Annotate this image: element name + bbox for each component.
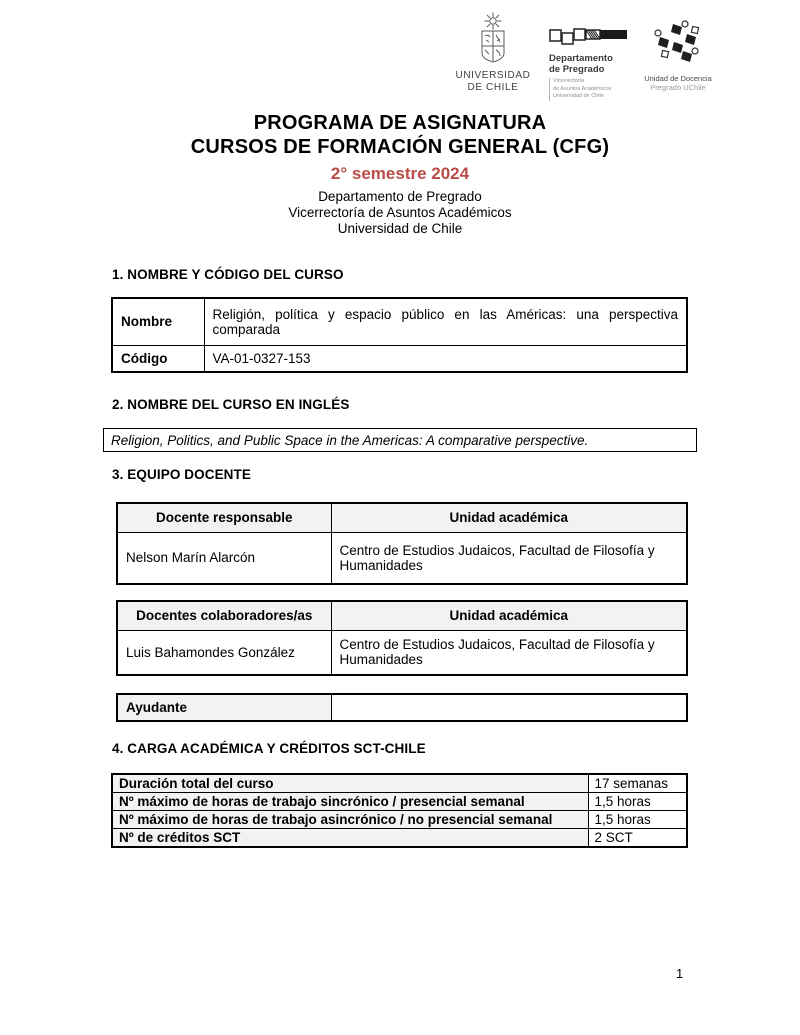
- docentes-colaboradores-header: Docentes colaboradores/as: [117, 601, 331, 630]
- table-row: [112, 829, 687, 848]
- pregrado-title-line2: de Pregrado: [549, 63, 605, 75]
- pregrado-sub-line1: Vicerrectoría: [553, 78, 585, 85]
- unidad-academica-header-2: Unidad académica: [331, 601, 687, 630]
- docentes-colaboradores-table: [116, 600, 688, 676]
- uchile-wordmark-line1: UNIVERSIDAD: [455, 70, 531, 81]
- document-title-line1: PROGRAMA DE ASIGNATURA: [253, 112, 547, 134]
- course-name-code-table: [111, 297, 688, 373]
- table-row: [112, 298, 687, 345]
- table-row: [117, 694, 687, 721]
- horas-sincronico-label: Nº máximo de horas de trabajo sincrónico / presencial semanal: [112, 793, 588, 811]
- semester-subtitle: 2° semestre 2024: [330, 163, 470, 183]
- horas-sincronico-value: 1,5 horas: [588, 793, 687, 811]
- section-4-heading: 4. CARGA ACADÉMICA Y CRÉDITOS SCT-CHILE: [112, 741, 426, 756]
- horas-asincronico-label: Nº máximo de horas de trabajo asincrónico / no presencial semanal: [112, 811, 588, 829]
- unidad-academica-header: Unidad académica: [331, 503, 687, 532]
- duracion-value: 17 semanas: [588, 774, 687, 793]
- docente-responsable-name: Nelson Marín Alarcón: [117, 532, 331, 584]
- pregrado-sub-line2: de Asuntos Académicos: [553, 85, 612, 92]
- table-row: [112, 774, 687, 793]
- creditos-sct-value: 2 SCT: [588, 829, 687, 848]
- docencia-pinwheel-icon: [654, 53, 702, 70]
- header-sub1: Departamento de Pregrado: [318, 188, 482, 204]
- uchile-wordmark-line2: DE CHILE: [467, 82, 519, 93]
- table-header-row: [117, 601, 687, 630]
- docencia-title: Unidad de Docencia: [644, 74, 712, 83]
- table-row: [117, 630, 687, 675]
- ayudante-value: [331, 694, 687, 721]
- document-title-block: [0, 111, 800, 237]
- section-2-heading: 2. NOMBRE DEL CURSO EN INGLÉS: [112, 397, 350, 412]
- docencia-subtitle: Pregrado UChile: [650, 83, 706, 92]
- document-title-line2: CURSOS DE FORMACIÓN GENERAL (CFG): [190, 136, 610, 159]
- uchile-crest-icon: [465, 51, 521, 68]
- docente-responsable-unit: Centro de Estudios Judaicos, Facultad de Filosofía y Humanidades: [331, 532, 687, 584]
- departamento-pregrado-logo: [549, 12, 631, 101]
- docente-colaborador-name: Luis Bahamondes González: [117, 630, 331, 675]
- docente-responsable-header: Docente responsable: [117, 503, 331, 532]
- section-3-heading: 3. EQUIPO DOCENTE: [112, 467, 251, 482]
- ayudante-table: [116, 693, 688, 722]
- universidad-de-chile-logo: [450, 12, 536, 94]
- nombre-label: Nombre: [112, 298, 204, 345]
- docente-colaborador-unit: Centro de Estudios Judaicos, Facultad de Filosofía y Humanidades: [331, 630, 687, 675]
- duracion-label: Duración total del curso: [112, 774, 588, 793]
- docente-responsable-table: [116, 502, 688, 585]
- ayudante-label: Ayudante: [117, 694, 331, 721]
- horas-asincronico-value: 1,5 horas: [588, 811, 687, 829]
- codigo-label: Código: [112, 345, 204, 372]
- table-row: [117, 532, 687, 584]
- unidad-docencia-logo: [644, 12, 712, 92]
- table-row: [112, 345, 687, 372]
- codigo-value: VA-01-0327-153: [204, 345, 687, 372]
- header-sub3: Universidad de Chile: [337, 220, 463, 236]
- table-row: [112, 793, 687, 811]
- english-course-name: Religion, Politics, and Public Space in the Americas: A comparative perspective.: [111, 432, 589, 448]
- table-row: [112, 811, 687, 829]
- section-1-heading: 1. NOMBRE Y CÓDIGO DEL CURSO: [112, 267, 344, 282]
- pregrado-sub-line3: Universidad de Chile: [553, 93, 604, 100]
- pregrado-title-line1: Departamento: [549, 53, 613, 64]
- nombre-value: Religión, política y espacio público en las Américas: una perspectiva comparada: [204, 298, 687, 345]
- header-sub2: Vicerrectoría de Asuntos Académicos: [288, 204, 512, 220]
- carga-academica-table: [111, 773, 688, 848]
- pregrado-squares-icon: [549, 33, 629, 50]
- table-header-row: [117, 503, 687, 532]
- page-number: 1: [676, 966, 684, 981]
- english-course-name-box: [103, 428, 697, 452]
- creditos-sct-label: Nº de créditos SCT: [112, 829, 588, 848]
- header-logos: [450, 12, 712, 101]
